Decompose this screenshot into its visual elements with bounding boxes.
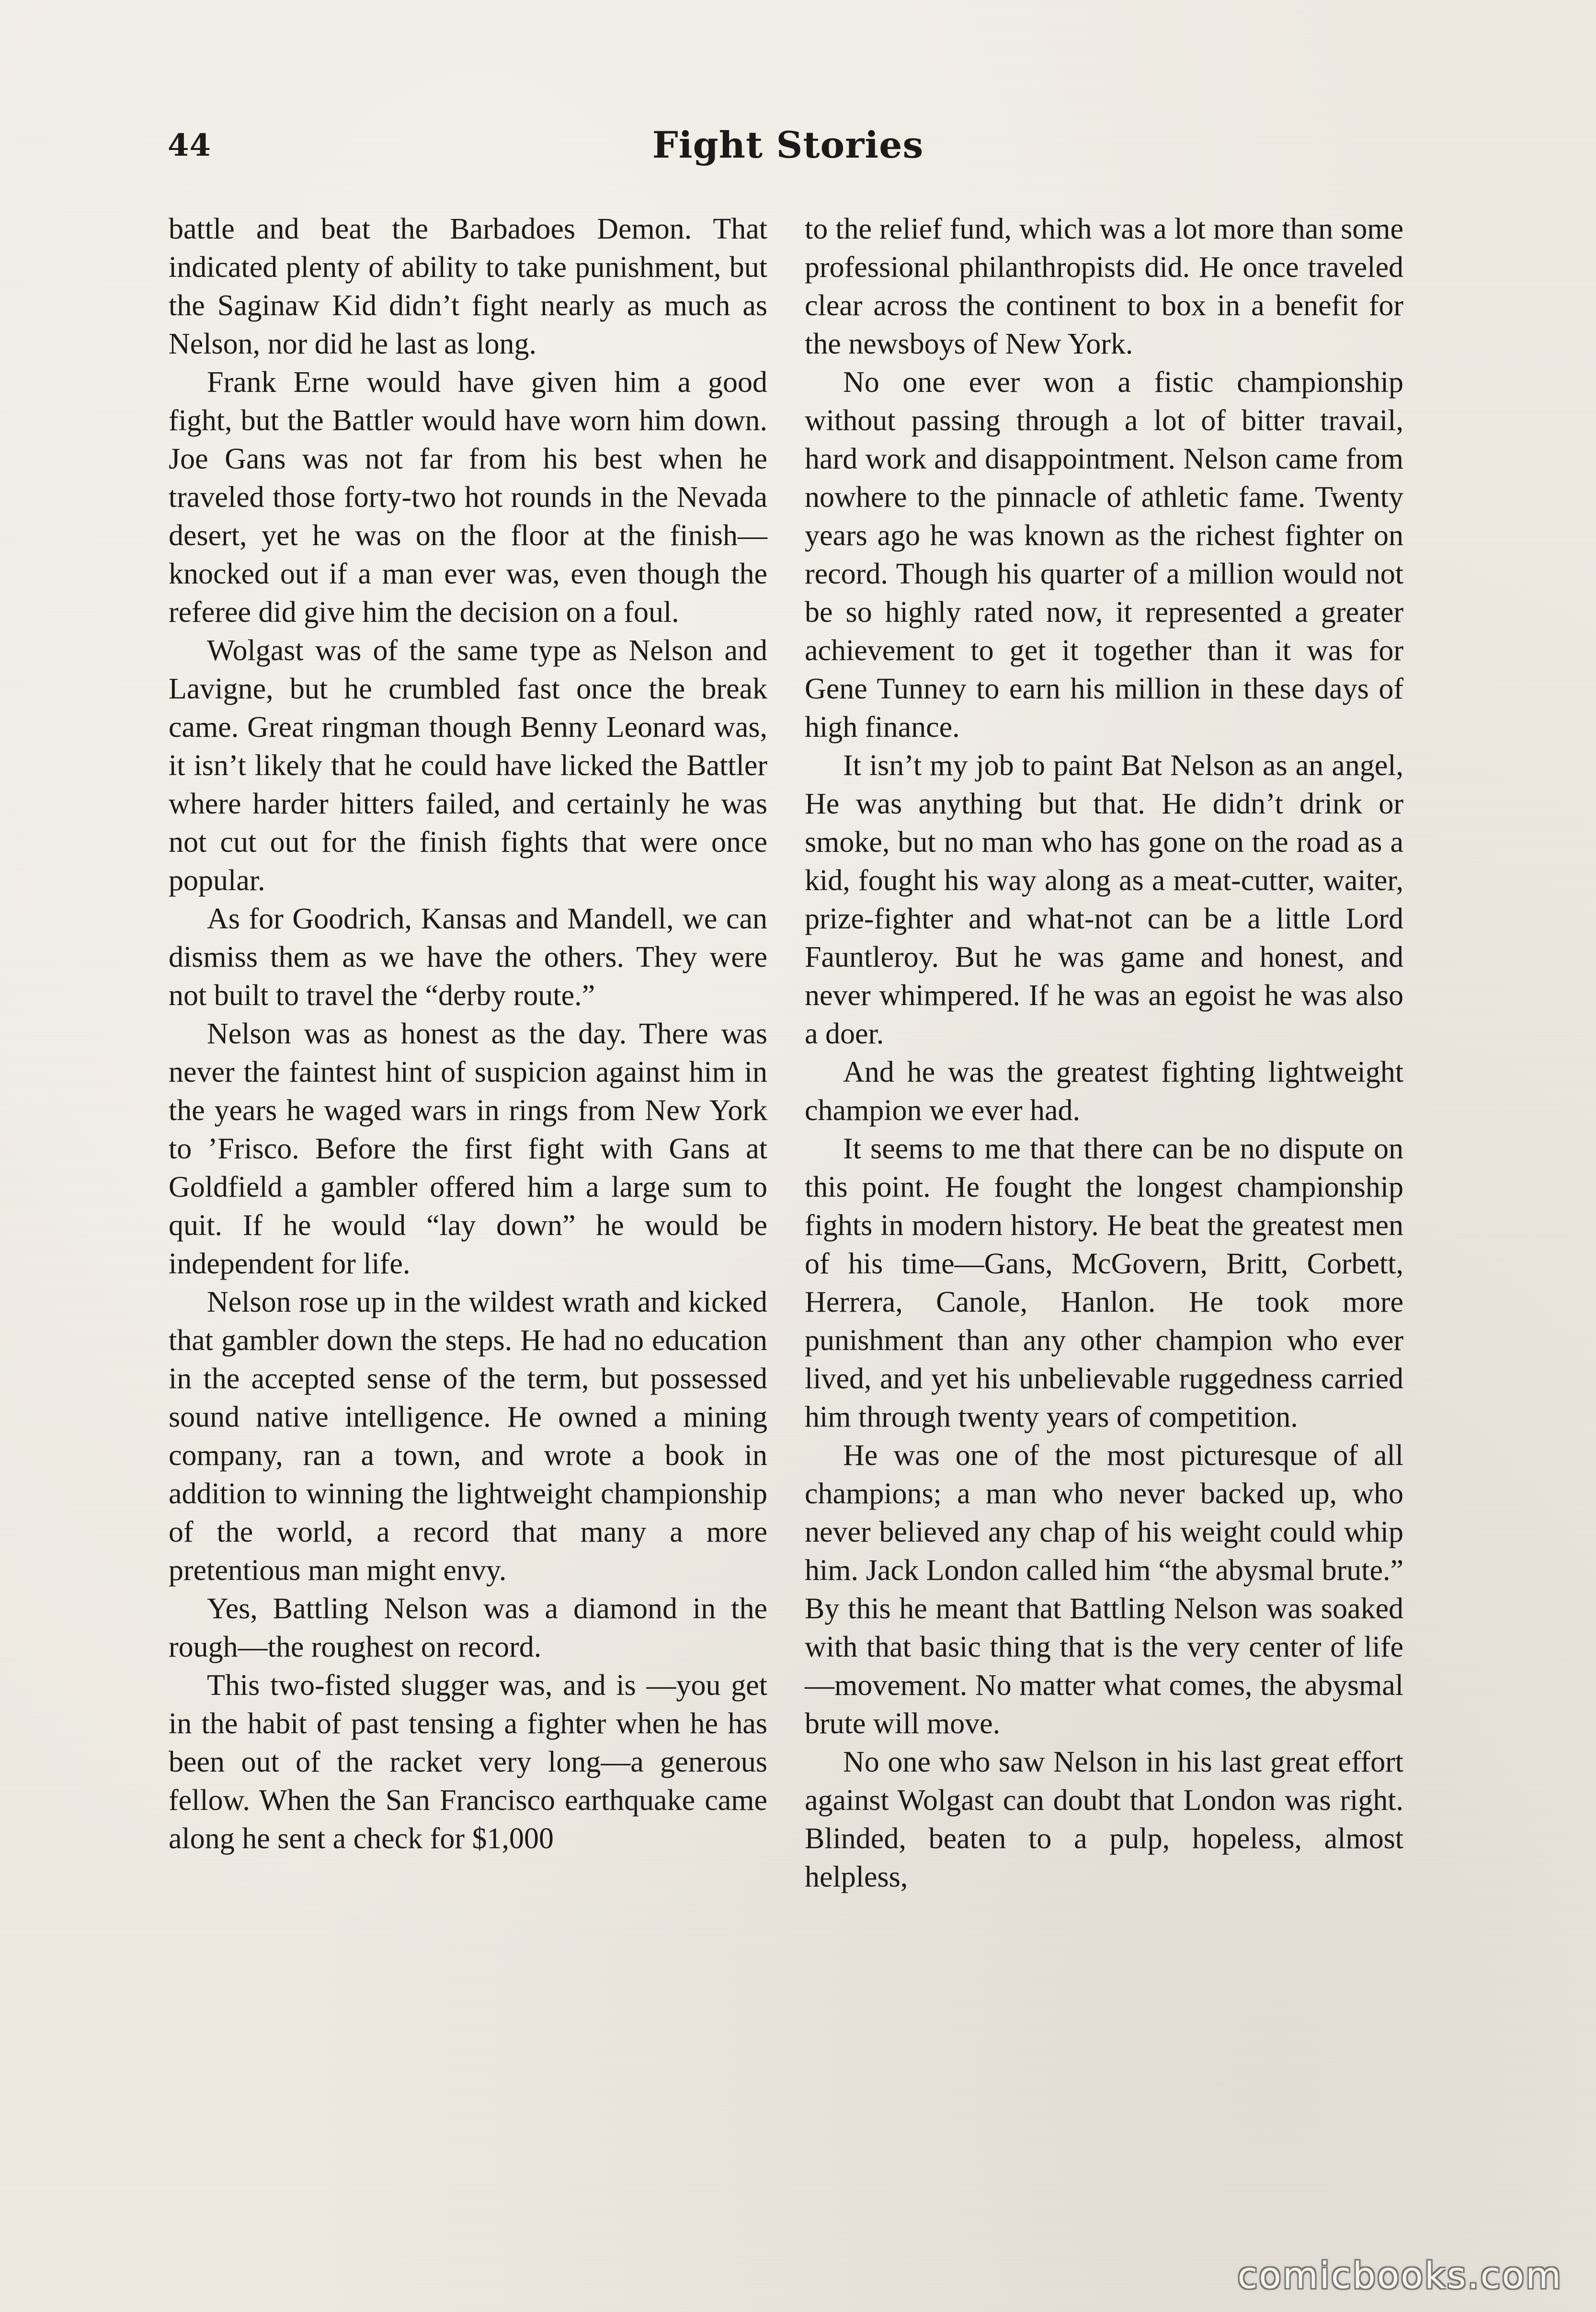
left-column xyxy=(169,210,767,1858)
paragraph: And he was the greatest fighting lightweight champion we ever had. xyxy=(805,1056,1403,1127)
paragraph: Yes, Battling Nelson was a diamond in the rough—the roughest on record. xyxy=(169,1592,767,1663)
paragraph: No one ever won a fistic championship without passing through a lot of bitter travail, hard work and disappointment. Nelson came from nowhere to the pinnacle of athletic fame. Twenty years ago he was known as the richest fighter on record. Though his quarter of a million would not be so highly rated now, it represented a greater achievement to get it together than it was for Gene Tunney to earn his million in these days of high finance. xyxy=(805,366,1403,744)
paragraph: This two-fisted slugger was, and is —you get in the habit of past tensing a fighter when he has been out of the racket very long—a generous fellow. When the San Francisco earthquake came along he sent a check for $1,000 xyxy=(169,1669,767,1855)
right-column xyxy=(805,210,1403,1896)
paragraph: It isn’t my job to paint Bat Nelson as an angel, He was anything but that. He didn’t drink or smoke, but no man who has gone on the road as a kid, fought his way along as a meat-cutter, waiter, prize-fighter and what-not can be a little Lord Fauntleroy. But he was game and honest, and never whimpered. If he was an egoist he was also a doer. xyxy=(805,749,1403,1050)
paragraph: No one who saw Nelson in his last great effort against Wolgast can doubt that London was right. Blinded, beaten to a pulp, hopeless, almost helpless, xyxy=(805,1746,1403,1893)
page-number: 44 xyxy=(168,127,212,163)
paragraph: battle and beat the Barbadoes Demon. That indicated plenty of ability to take punishment, but the Saginaw Kid didn’t fight nearly as much as Nelson, nor did he last as long. xyxy=(169,213,767,360)
paragraph: to the relief fund, which was a lot more than some professional philanthropists did. He once traveled clear across the continent to box in a benefit for the newsboys of New York. xyxy=(805,213,1403,360)
paragraph: Frank Erne would have given him a good fight, but the Battler would have worn him down. Joe Gans was not far from his best when he traveled those forty-two hot rounds in the Nevada desert, yet he was on the floor at the finish—knocked out if a man ever was, even though the referee did give him the decision on a foul. xyxy=(169,366,767,629)
magazine-title: Fight Stories xyxy=(652,124,924,166)
paragraph: Wolgast was of the same type as Nelson and Lavigne, but he crumbled fast once the break came. Great ringman though Benny Leonard was, it isn’t likely that he could have licked the Battler where harder hitters failed, and certainly he was not cut out for the finish fights that were once popular. xyxy=(169,634,767,897)
site-watermark: comicbooks.com xyxy=(1237,2254,1562,2297)
paragraph: Nelson rose up in the wildest wrath and kicked that gambler down the steps. He had no education in the accepted sense of the term, but possessed sound native intelligence. He owned a mining company, ran a town, and wrote a book in addition to winning the lightweight championship of the world, a record that many a more pretentious man might envy. xyxy=(169,1286,767,1587)
page-header xyxy=(168,124,1408,176)
paragraph: Nelson was as honest as the day. There was never the faintest hint of suspicion against him in the years he waged wars in rings from New York to ’Frisco. Before the first fight with Gans at Goldfield a gambler offered him a large sum to quit. If he would “lay down” he would be independent for life. xyxy=(169,1018,767,1280)
paragraph: As for Goodrich, Kansas and Mandell, we can dismiss them as we have the others. They were not built to travel the “derby route.” xyxy=(169,903,767,1012)
paragraph: He was one of the most picturesque of all champions; a man who never backed up, who never believed any chap of his weight could whip him. Jack London called him “the abysmal brute.” By this he meant that Battling Nelson was soaked with that basic thing that is the very center of life—movement. No matter what comes, the abysmal brute will move. xyxy=(805,1439,1403,1740)
paragraph: It seems to me that there can be no dispute on this point. He fought the longest championship fights in modern history. He beat the greatest men of his time—Gans, McGovern, Britt, Corbett, Herrera, Canole, Hanlon. He took more punishment than any other champion who ever lived, and yet his unbelievable ruggedness carried him through twenty years of competition. xyxy=(805,1133,1403,1433)
